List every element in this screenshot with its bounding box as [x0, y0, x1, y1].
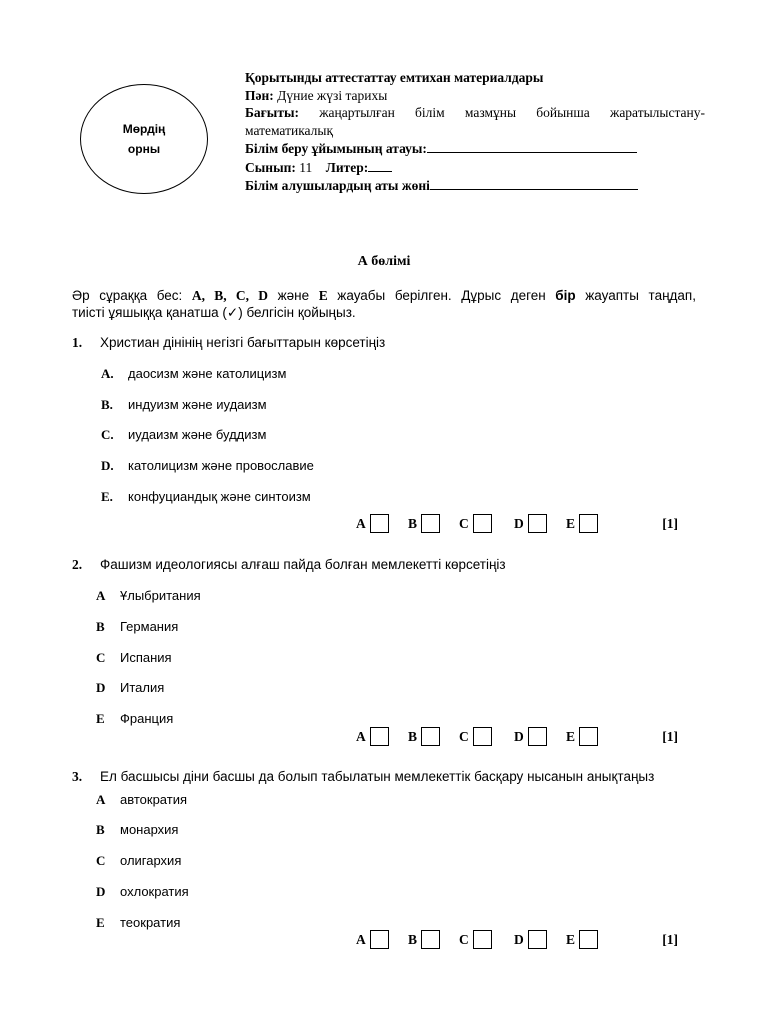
- answer-checkbox[interactable]: [473, 514, 492, 533]
- option-letter: E.: [101, 489, 113, 504]
- answer-checkbox[interactable]: [528, 514, 547, 533]
- class-label: Сынып:: [245, 159, 296, 175]
- answer-letter: B: [408, 728, 418, 744]
- subject-value: Дүние жүзі тарихы: [273, 87, 388, 103]
- question-1: [72, 335, 385, 351]
- answer-row-2: [356, 727, 678, 749]
- answer-letter: B: [408, 515, 418, 531]
- option-text: Италия: [120, 680, 165, 695]
- option-letter: B.: [101, 397, 113, 412]
- option-a[interactable]: [101, 366, 286, 382]
- option-letter: E: [96, 711, 105, 726]
- liter-field[interactable]: [368, 158, 392, 172]
- option-b[interactable]: [101, 397, 267, 413]
- answer-checkbox[interactable]: [421, 930, 440, 949]
- answer-e[interactable]: [566, 514, 598, 533]
- option-text: даосизм және католицизм: [128, 366, 287, 381]
- answer-letter: D: [514, 515, 524, 531]
- option-letter: E: [96, 915, 105, 930]
- score-mark: [1]: [662, 516, 678, 531]
- answer-checkbox[interactable]: [370, 727, 389, 746]
- option-letter: D: [96, 680, 106, 695]
- exam-header: [245, 69, 705, 195]
- instr-part-1: Әр сұраққа бес:: [72, 288, 192, 303]
- option-text: теократия: [120, 915, 181, 930]
- option-text: конфуциандық және синтоизм: [128, 489, 311, 504]
- option-text: Германия: [120, 619, 179, 634]
- option-text: индуизм және иудаизм: [128, 397, 267, 412]
- seal-line-1: Мөрдің: [122, 122, 166, 136]
- question-number: 3.: [72, 769, 83, 784]
- score-mark: [1]: [662, 729, 678, 744]
- org-label: Білім беру ұйымының атауы:: [245, 141, 427, 156]
- option-text: Ұлыбритания: [120, 588, 201, 603]
- option-letter: A: [96, 588, 106, 603]
- org-name-field[interactable]: [427, 139, 637, 153]
- class-value: 11: [295, 159, 313, 175]
- answer-letter: D: [514, 728, 524, 744]
- answer-row-3: [356, 930, 678, 952]
- option-text: олигархия: [120, 853, 182, 868]
- answer-letter: C: [459, 728, 469, 744]
- question-number: 1.: [72, 335, 83, 350]
- option-a[interactable]: [96, 588, 201, 604]
- option-e[interactable]: [96, 915, 180, 931]
- option-letter: D: [96, 884, 106, 899]
- instr-line-2b: ) белгісін қойыңыз.: [238, 305, 356, 320]
- exam-title: Қорытынды аттестаттау емтихан материалдары: [245, 70, 544, 85]
- question-number: 2.: [72, 557, 83, 572]
- option-letter: A: [96, 792, 106, 807]
- option-c[interactable]: [101, 427, 266, 443]
- answer-c[interactable]: [459, 930, 492, 949]
- answer-checkbox[interactable]: [579, 514, 598, 533]
- option-letter: B: [96, 619, 105, 634]
- answer-b[interactable]: [408, 930, 440, 949]
- section-title: А бөлімі: [357, 254, 411, 269]
- option-letter: C: [96, 853, 106, 868]
- instr-part-4: жауапты таңдап,: [575, 288, 696, 303]
- option-c[interactable]: [96, 853, 181, 869]
- answer-checkbox[interactable]: [370, 514, 389, 533]
- answer-letter: A: [356, 515, 366, 531]
- seal-placeholder: [80, 84, 208, 194]
- direction-label: Бағыты:: [245, 105, 300, 120]
- instr-bir: бір: [555, 288, 576, 303]
- answer-b[interactable]: [408, 727, 440, 746]
- instr-line-2a: тиісті ұяшыққа қанатша (: [72, 305, 227, 320]
- instr-part-2: және: [267, 288, 319, 303]
- answer-a[interactable]: [356, 727, 389, 746]
- answer-letter: E: [566, 728, 576, 744]
- answer-letter: A: [356, 931, 366, 947]
- answer-checkbox[interactable]: [579, 930, 598, 949]
- question-text: Ел басшысы діни басшы да болып табылатын мемлекеттік басқару нысанын анықтаңыз: [100, 769, 655, 784]
- option-text: автократия: [120, 792, 188, 807]
- option-b[interactable]: [96, 619, 178, 635]
- answer-checkbox[interactable]: [473, 930, 492, 949]
- option-e[interactable]: [96, 711, 173, 727]
- option-letter: C: [96, 650, 106, 665]
- direction-value-1: жаңартылған білім мазмұны бойынша жаратылыстану-: [319, 105, 705, 120]
- question-2: [72, 557, 506, 573]
- answer-letter: A: [356, 728, 366, 744]
- option-text: монархия: [120, 822, 179, 837]
- option-text: иудаизм және буддизм: [128, 427, 267, 442]
- option-letter: B: [96, 822, 105, 837]
- answer-a[interactable]: [356, 930, 389, 949]
- instructions: [72, 287, 696, 322]
- option-a[interactable]: [96, 792, 187, 808]
- option-letter: D.: [101, 458, 114, 473]
- option-e[interactable]: [101, 489, 311, 505]
- answer-letter: C: [459, 931, 469, 947]
- answer-a[interactable]: [356, 514, 389, 533]
- option-letter: A.: [101, 366, 114, 381]
- direction-value-2: математикалық: [245, 122, 334, 138]
- answer-c[interactable]: [459, 727, 492, 746]
- answer-checkbox[interactable]: [473, 727, 492, 746]
- question-text: Христиан дінінің негізгі бағыттарын көрсетіңіз: [100, 335, 386, 350]
- answer-letter: D: [514, 931, 524, 947]
- answer-checkbox[interactable]: [528, 727, 547, 746]
- answer-letter: E: [566, 515, 576, 531]
- answer-row-1: [356, 514, 678, 536]
- answer-d[interactable]: [514, 930, 547, 949]
- answer-letter: B: [408, 931, 418, 947]
- answer-letter: C: [459, 515, 469, 531]
- answer-checkbox[interactable]: [421, 514, 440, 533]
- answer-d[interactable]: [514, 514, 547, 533]
- answer-checkbox[interactable]: [579, 727, 598, 746]
- option-text: Франция: [120, 711, 174, 726]
- student-name-field[interactable]: [430, 176, 638, 190]
- instr-letter-e: E: [318, 288, 328, 303]
- subject-label: Пән:: [245, 87, 274, 103]
- answer-checkbox[interactable]: [421, 727, 440, 746]
- question-3: [72, 769, 654, 785]
- answer-checkbox[interactable]: [370, 930, 389, 949]
- instr-letters: A, B, C, D: [191, 288, 268, 303]
- score-mark: [1]: [662, 932, 678, 947]
- option-b[interactable]: [96, 822, 178, 838]
- option-d[interactable]: [96, 884, 189, 900]
- answer-d[interactable]: [514, 727, 547, 746]
- answer-letter: E: [566, 931, 576, 947]
- option-letter: C.: [101, 427, 114, 442]
- question-text: Фашизм идеологиясы алғаш пайда болған мемлекетті көрсетіңіз: [100, 557, 506, 572]
- answer-e[interactable]: [566, 727, 598, 746]
- option-c[interactable]: [96, 650, 172, 666]
- option-text: католицизм және провославие: [128, 458, 314, 473]
- check-icon: ✓: [226, 305, 239, 321]
- option-d[interactable]: [101, 458, 314, 474]
- answer-c[interactable]: [459, 514, 492, 533]
- instr-part-3: жауабы берілген. Дұрыс деген: [327, 288, 556, 303]
- answer-b[interactable]: [408, 514, 440, 533]
- option-text: Испания: [120, 650, 172, 665]
- student-label: Білім алушылардың аты жөні: [245, 178, 430, 193]
- answer-e[interactable]: [566, 930, 598, 949]
- answer-checkbox[interactable]: [528, 930, 547, 949]
- option-text: охлократия: [120, 884, 189, 899]
- liter-label: Литер:: [325, 159, 369, 175]
- option-d[interactable]: [96, 680, 164, 696]
- seal-line-2: орны: [127, 142, 161, 156]
